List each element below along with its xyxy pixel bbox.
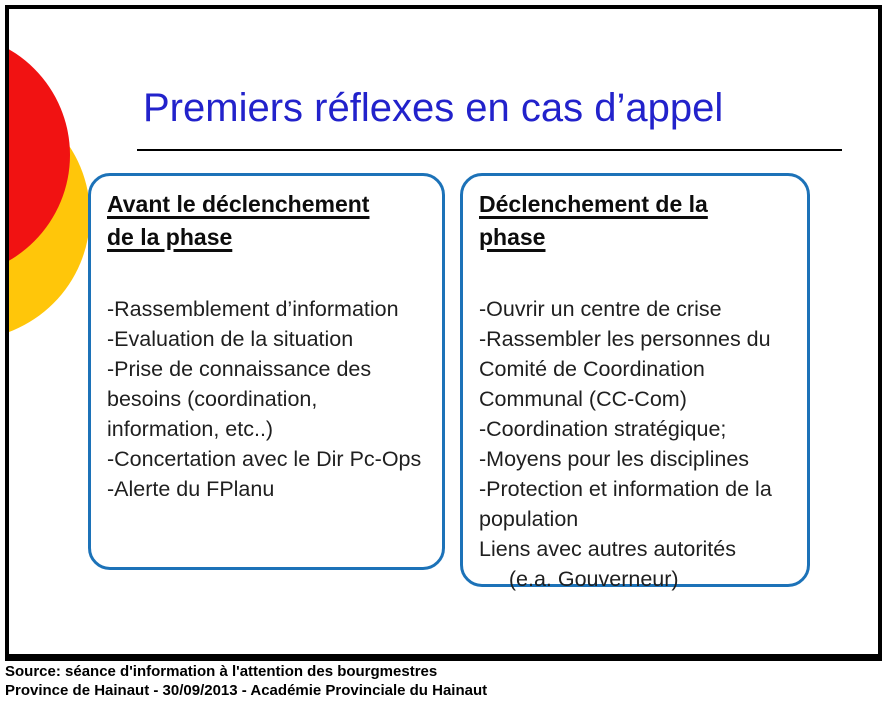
list-item: -Protection et information de la <box>479 477 772 501</box>
list-item: Communal (CC-Com) <box>479 387 687 411</box>
title-underline-rule <box>137 149 842 151</box>
heading-line: phase <box>479 224 546 250</box>
list-item: -Concertation avec le Dir Pc-Ops <box>107 447 422 471</box>
heading-line: Avant le déclenchement <box>107 191 370 217</box>
source-footer <box>5 663 705 700</box>
list-item: besoins (coordination, <box>107 387 318 411</box>
list-item: Liens avec autres autorités <box>479 537 736 561</box>
list-item: -Rassemblement d’information <box>107 297 399 321</box>
list-item: -Coordination stratégique; <box>479 417 727 441</box>
footer-source-line: Source: séance d'information à l'attention des bourgmestres <box>5 663 438 680</box>
list-item: -Alerte du FPlanu <box>107 477 275 501</box>
slide-title: Premiers réflexes en cas d’appel <box>143 86 724 130</box>
panel-before-phase <box>88 173 445 570</box>
panel-phase-triggered <box>460 173 810 591</box>
panel-phase-triggered-list <box>479 294 797 594</box>
list-item: -Prise de connaissance des <box>107 357 372 381</box>
panel-before-phase-heading <box>107 188 432 254</box>
list-item: -Ouvrir un centre de crise <box>479 297 722 321</box>
slide-canvas <box>5 5 882 661</box>
heading-line: Déclenchement de la <box>479 191 708 217</box>
heading-line: de la phase <box>107 224 233 250</box>
list-item: -Evaluation de la situation <box>107 327 354 351</box>
list-item: -Rassembler les personnes du <box>479 327 771 351</box>
list-item: (e.a. Gouverneur) <box>479 567 679 591</box>
list-item: Comité de Coordination <box>479 357 705 381</box>
panel-phase-triggered-heading <box>479 188 797 254</box>
panel-before-phase-list <box>107 294 432 504</box>
list-item: population <box>479 507 579 531</box>
list-item: information, etc..) <box>107 417 274 441</box>
footer-credit-line: Province de Hainaut - 30/09/2013 - Académie Provinciale du Hainaut <box>5 681 488 699</box>
list-item: -Moyens pour les disciplines <box>479 447 750 471</box>
